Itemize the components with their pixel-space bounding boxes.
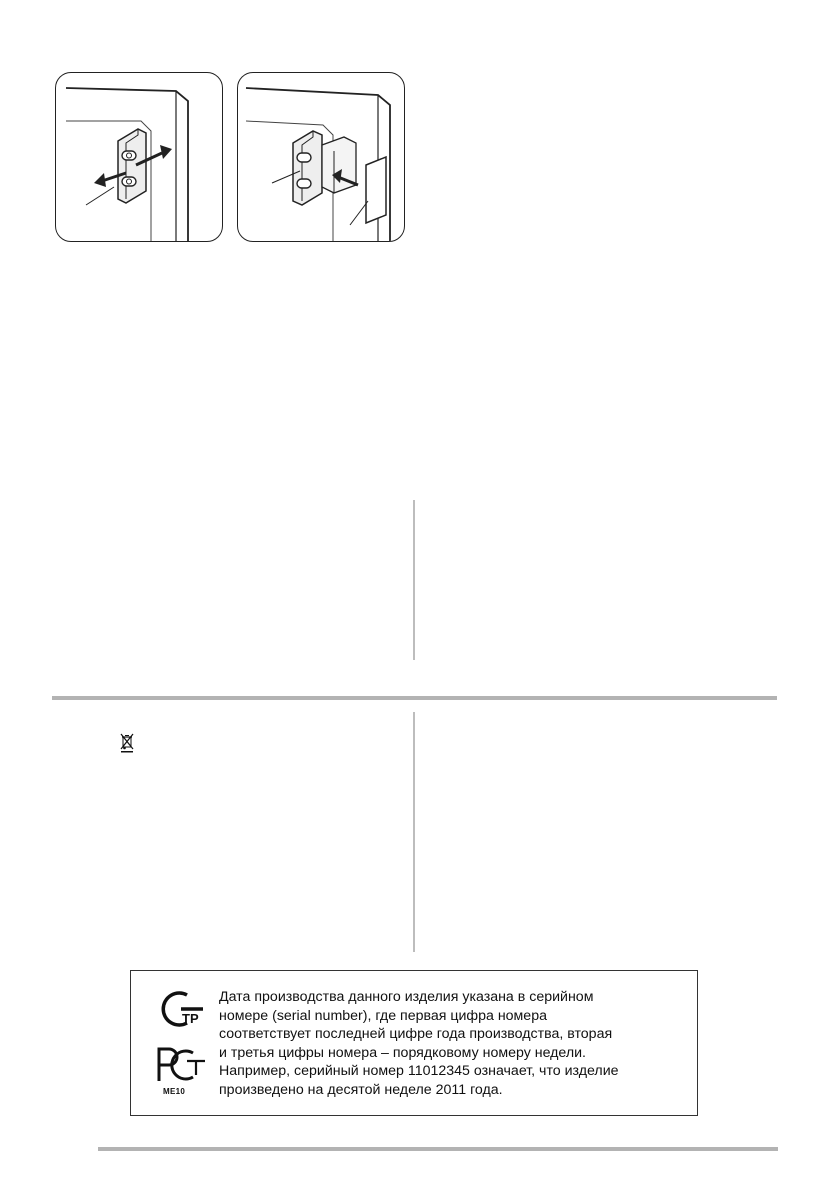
footer-rule bbox=[98, 1147, 778, 1151]
notice-line: произведено на десятой неделе 2011 года. bbox=[219, 1081, 503, 1098]
pct-code: ME10 bbox=[163, 1087, 186, 1096]
column-divider-lower bbox=[413, 712, 415, 952]
hinge-removal-illustration bbox=[55, 72, 223, 242]
notice-line: и третья цифры номера – порядковому номеру недели. bbox=[219, 1044, 586, 1061]
production-date-explanation bbox=[219, 988, 689, 1099]
eac-tr-certification-mark bbox=[151, 989, 203, 1029]
notice-line: номере (serial number), где первая цифра номера bbox=[219, 1007, 547, 1024]
hinge-removal-drawing bbox=[56, 73, 222, 241]
column-divider bbox=[413, 500, 415, 660]
notice-line: Например, серийный номер 11012345 означает, что изделие bbox=[219, 1063, 619, 1079]
hinge-cover-installation-illustration bbox=[237, 72, 405, 242]
pct-certification-mark bbox=[149, 1045, 207, 1085]
svg-text:ТР: ТР bbox=[182, 1011, 199, 1026]
crossed-out-wheelie-bin-icon bbox=[120, 733, 134, 753]
notice-line: соответствует последней цифре года производства, вторая bbox=[219, 1026, 613, 1042]
section-separator bbox=[52, 696, 777, 700]
hinge-cover-drawing bbox=[238, 73, 404, 241]
notice-line: Дата производства данного изделия указана в серийном bbox=[219, 989, 594, 1005]
certification-notice bbox=[130, 970, 698, 1116]
